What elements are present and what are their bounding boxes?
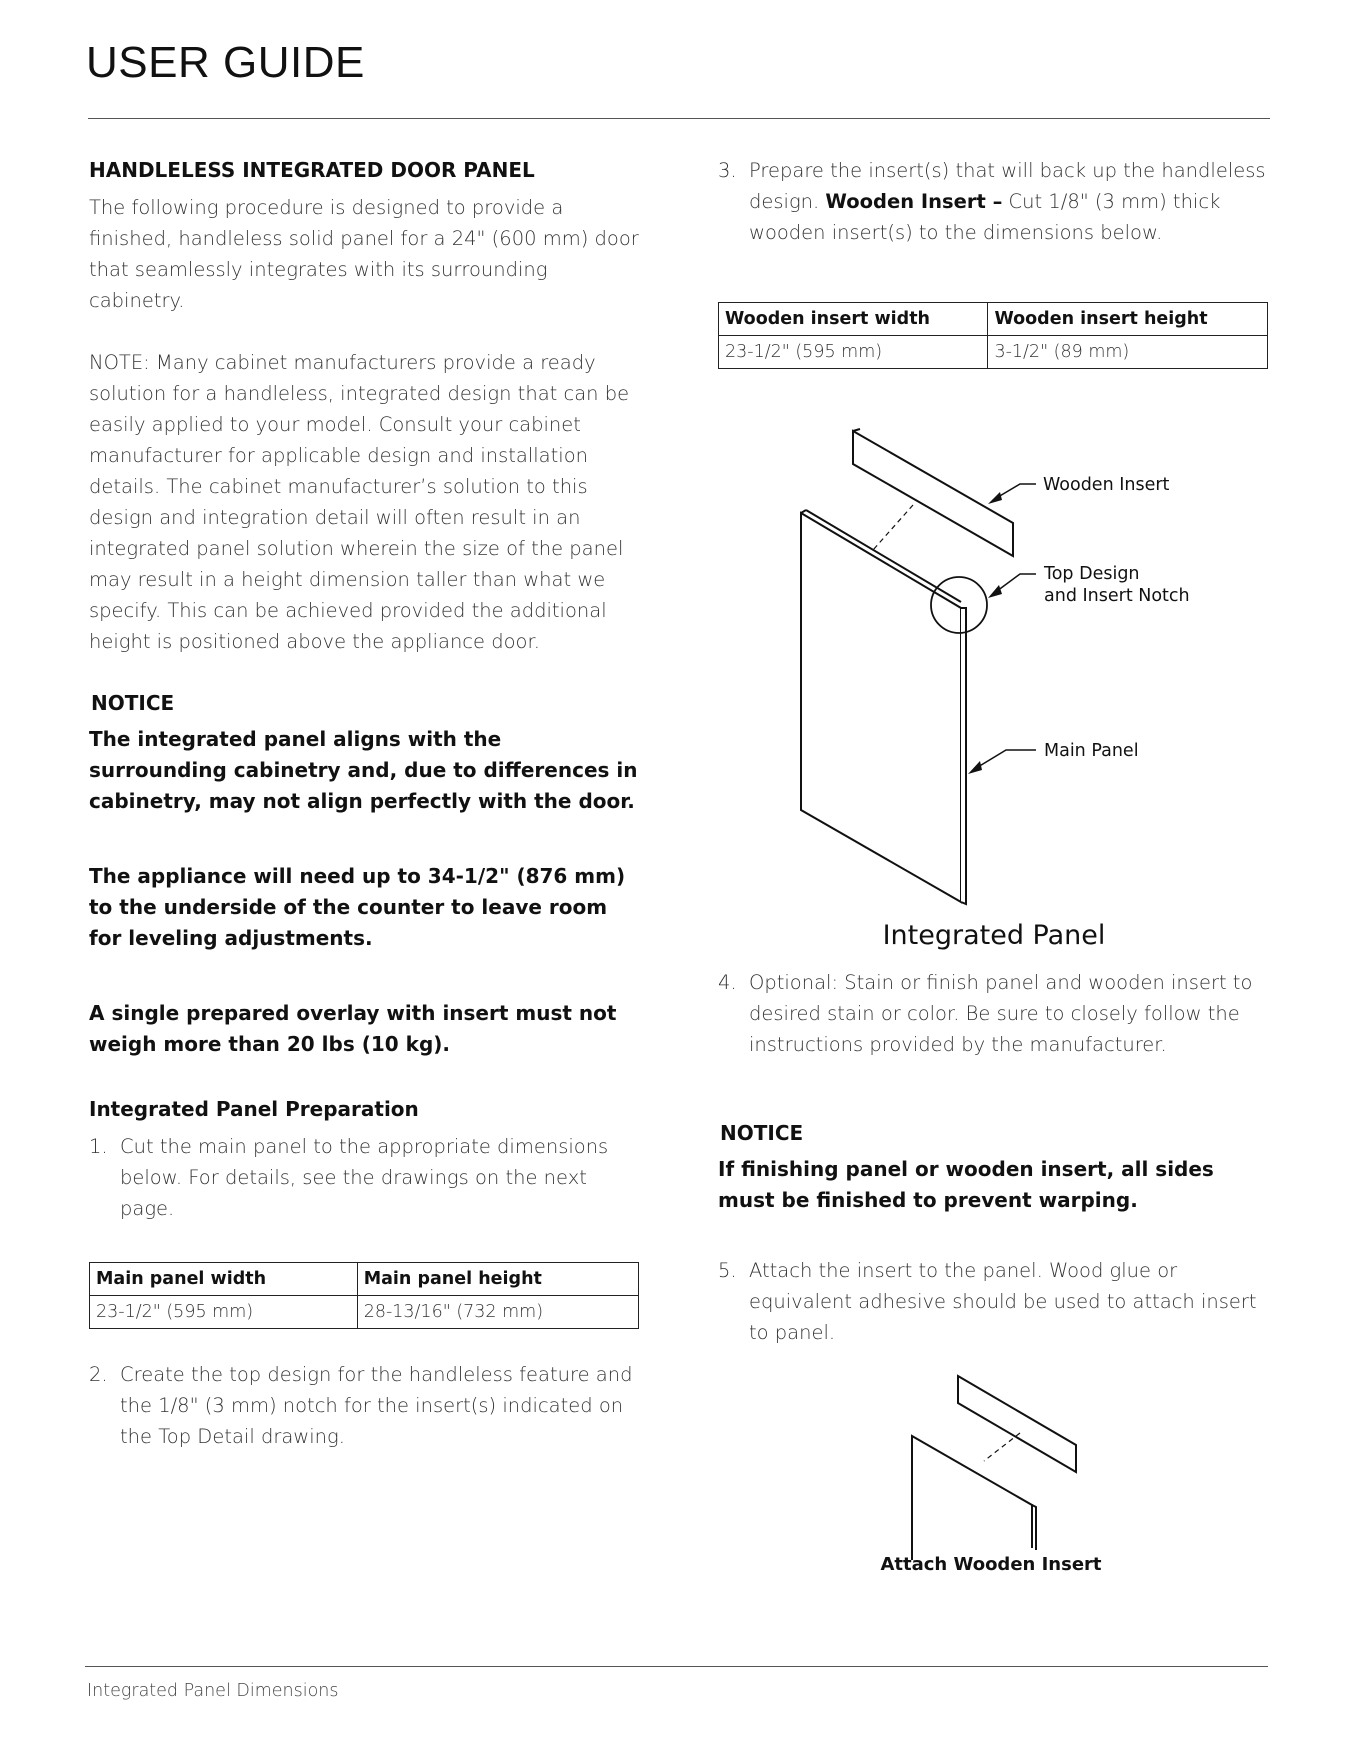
alignment-dash	[873, 505, 913, 550]
step-1-number: 1.	[89, 1135, 108, 1158]
step-2-number: 2.	[89, 1363, 108, 1386]
step-3-wooden-insert: Wooden Insert –	[825, 190, 1003, 213]
step-5-number: 5.	[718, 1259, 737, 1282]
notice-heading-right: NOTICE	[720, 1121, 804, 1145]
table-row	[719, 336, 1268, 369]
notice-heading: NOTICE	[91, 691, 175, 715]
step-1-text: Cut the main panel to the appropriate dimensions below. For details, see the drawings on the next page.	[120, 1135, 609, 1220]
table-cell: 28-13/16" (732 mm)	[357, 1296, 638, 1329]
right-column-lower	[718, 967, 1270, 1348]
footer-divider	[85, 1666, 1268, 1667]
table-cell: 23-1/2" (595 mm)	[719, 336, 988, 369]
step-2-text: Create the top design for the handleless feature and the 1/8" (3 mm) notch for the insert(s) indicated on the Top Detail drawing.	[120, 1363, 633, 1448]
left-column	[89, 155, 641, 1452]
step-3-text-c: Cut 1/8" (3 mm) thick wooden insert(s) to the dimensions below.	[749, 190, 1221, 244]
step-4-number: 4.	[718, 971, 737, 994]
label-wooden-insert: Wooden Insert	[1043, 475, 1170, 495]
notice-panel-align: The integrated panel aligns with the surrounding cabinetry and, due to differences in cabinetry, may not align perfectly with the door.	[89, 727, 638, 813]
right-column	[718, 155, 1270, 369]
wooden-insert-shape	[853, 429, 1013, 556]
attach-main-panel	[912, 1436, 1036, 1560]
step-5-text: Attach the insert to the panel. Wood glue or equivalent adhesive should be used to attach insert to panel.	[749, 1259, 1257, 1344]
notice-counter-height: The appliance will need up to 34-1/2" (876 mm) to the underside of the counter to leave room for leveling adjustments.	[89, 864, 626, 950]
page-title: USER GUIDE	[86, 38, 365, 87]
step-3	[718, 155, 1270, 248]
table-cell: 23-1/2" (595 mm)	[90, 1296, 358, 1329]
table-header-cell: Wooden insert height	[988, 303, 1268, 336]
label-main-panel: Main Panel	[1044, 741, 1139, 761]
label-top-design: Top Design	[1044, 564, 1140, 584]
notice-weight: A single prepared overlay with insert must not weigh more than 20 lbs (10 kg).	[89, 1001, 617, 1056]
table-header-row	[90, 1263, 639, 1296]
note-paragraph: NOTE: Many cabinet manufacturers provide a ready solution for a handleless, integrated design that can be easily applied to your model. Consult your cabinet manufacturer for applicable design and installation details. The cabinet manufacturer’s solution to this design and integration detail will often result in an integrated panel solution wherein the size of the panel may result in a height dimension taller than what we specify. This can be achieved provided the additional height is positioned above the appliance door.	[89, 351, 630, 653]
header-divider	[88, 118, 1270, 119]
step-1	[89, 1131, 641, 1224]
main-panel-shape	[801, 510, 966, 904]
footer-text: Integrated Panel Dimensions	[87, 1681, 339, 1701]
table-header-cell: Wooden insert width	[719, 303, 988, 336]
figure-1-caption: Integrated Panel	[882, 920, 1106, 951]
step-3-text	[749, 155, 1270, 248]
main-panel-table	[89, 1262, 639, 1329]
label-insert-notch: and Insert Notch	[1044, 586, 1190, 606]
table-header-cell: Main panel height	[357, 1263, 638, 1296]
step-5	[718, 1255, 1270, 1348]
wooden-insert-table	[718, 302, 1268, 369]
table-header-cell: Main panel width	[90, 1263, 358, 1296]
intro-paragraph: The following procedure is designed to provide a finished, handleless solid panel for a 24" (600 mm) door that seamlessly integrates with its surrounding cabinetry.	[89, 196, 639, 312]
figure-2-caption: Attach Wooden Insert	[880, 1554, 1102, 1575]
step-2	[89, 1359, 641, 1452]
section-heading: HANDLELESS INTEGRATED DOOR PANEL	[89, 158, 535, 182]
table-row	[90, 1296, 639, 1329]
step-4-text: Optional: Stain or finish panel and wooden insert to desired stain or color. Be sure to closely follow the instructions provided by the manufacturer.	[749, 971, 1253, 1056]
integrated-panel-figure	[718, 420, 1270, 920]
prep-heading: Integrated Panel Preparation	[89, 1097, 419, 1121]
table-header-row	[719, 303, 1268, 336]
step-4	[718, 967, 1270, 1060]
attach-insert-figure	[880, 1370, 1100, 1560]
notice-finishing: If finishing panel or wooden insert, all sides must be finished to prevent warping.	[718, 1157, 1214, 1212]
attach-insert-strip	[958, 1376, 1076, 1472]
step-3-text-a: Prepare the insert(s) that will back up the handleless design.	[749, 159, 1266, 213]
step-3-number: 3.	[718, 159, 737, 182]
table-cell: 3-1/2" (89 mm)	[988, 336, 1268, 369]
